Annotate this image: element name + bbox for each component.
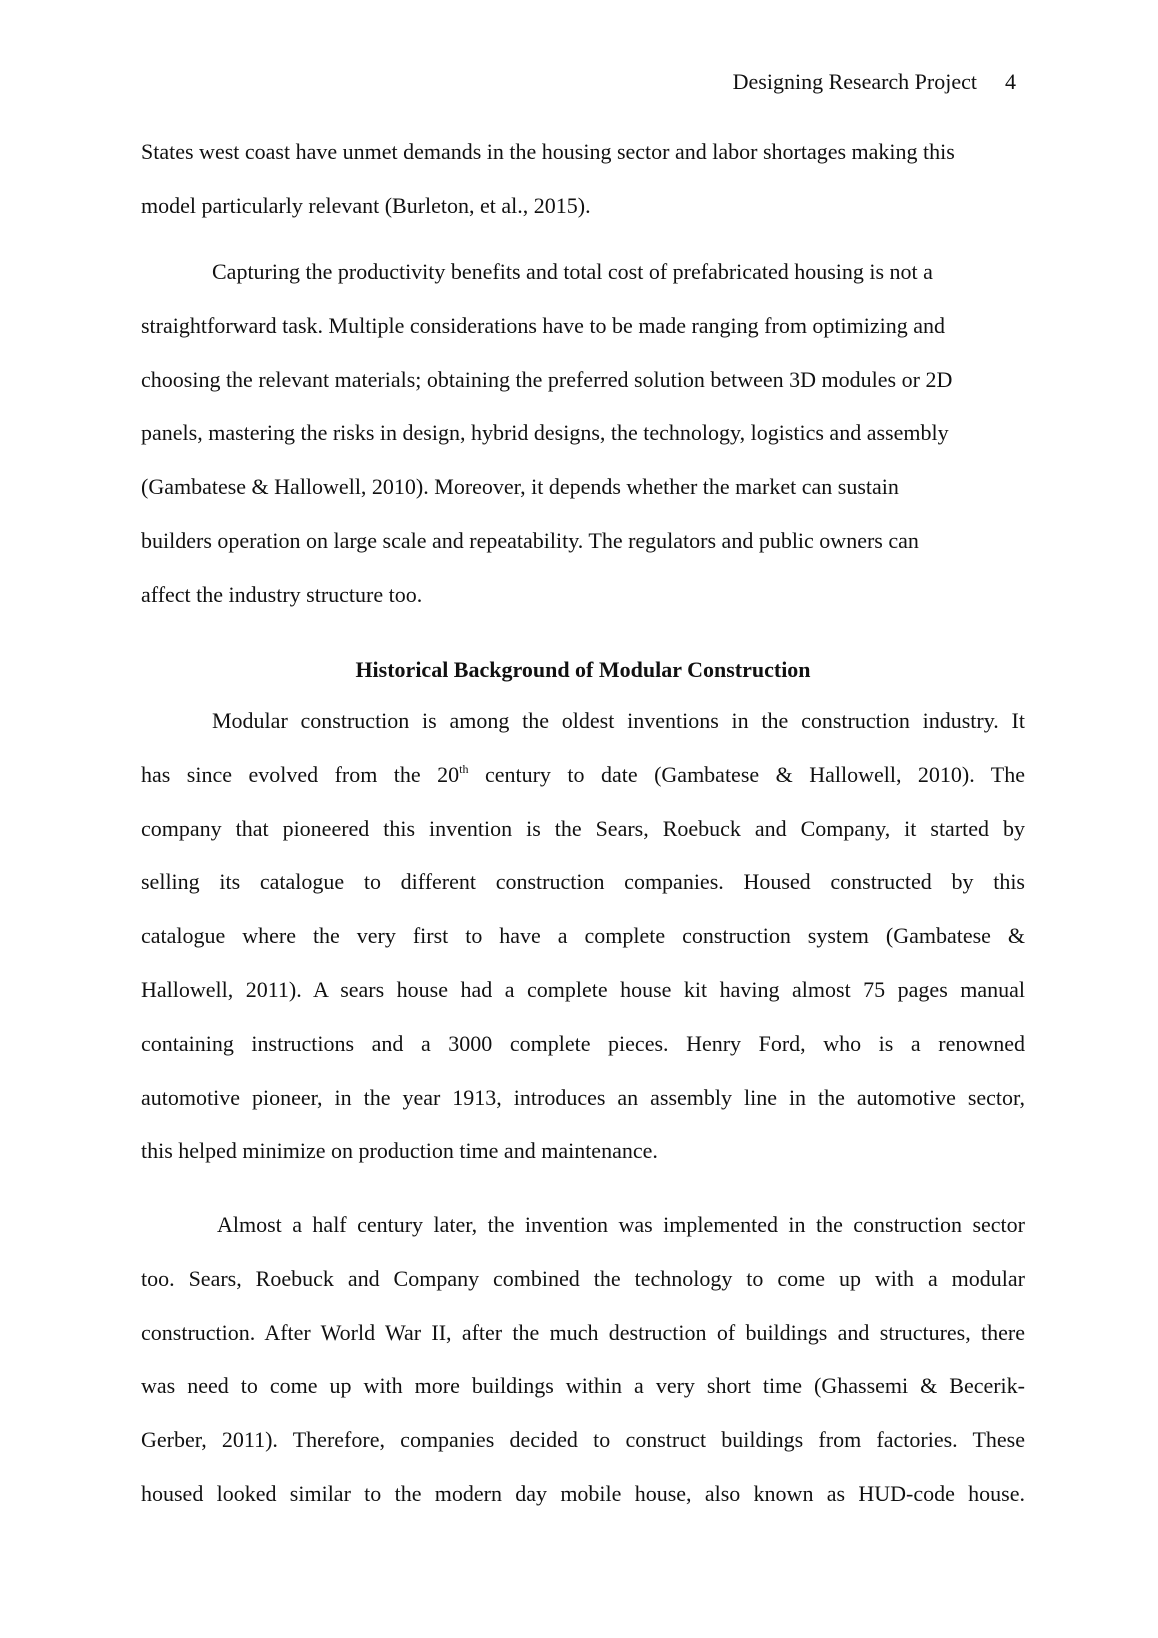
text-line: builders operation on large scale and repeatability. The regulators and public owners can [141,527,919,553]
text-segment: Almost a half century later, the invention was implemented in the construction sector [217,1212,1025,1237]
text-line: was need to come up with more buildings within a very short time (Ghassemi & Becerik- [141,1373,1025,1399]
text-line: model particularly relevant (Burleton, et al., 2015). [141,192,591,218]
text-line [141,748,1025,802]
text-line: selling its catalogue to different construction companies. Housed constructed by this [141,869,1025,895]
text-line: straightforward task. Multiple considerations have to be made ranging from optimizing and [141,312,946,338]
page-number: 4 [1005,69,1016,94]
text-line: automotive pioneer, in the year 1913, introduces an assembly line in the automotive sector, [141,1084,1025,1110]
paragraph-continuation [141,125,1025,233]
paragraph-prefabricated-costs [141,245,1025,622]
text-line: this helped minimize on production time and maintenance. [141,1138,658,1164]
text-line: company that pioneered this invention is the Sears, Roebuck and Company, it started by [141,815,1025,841]
text-line: too. Sears, Roebuck and Company combined the technology to come up with a modular [141,1265,1025,1291]
text-segment: century to date (Gambatese & Hallowell, 2010). The [468,761,1026,787]
paragraph-post-war [141,1198,1025,1521]
text-line: choosing the relevant materials; obtaining the preferred solution between 3D modules or 2D [141,366,953,392]
text-line [141,1198,1025,1252]
running-head [733,68,1016,96]
text-segment: has since evolved from the 20 [141,761,460,787]
text-line: Capturing the productivity benefits and total cost of prefabricated housing is not a [212,259,933,284]
running-title: Designing Research Project [732,69,977,94]
section-heading: Historical Background of Modular Construction [355,657,811,682]
text-line: affect the industry structure too. [141,581,423,607]
text-line: containing instructions and a 3000 complete pieces. Henry Ford, who is a renowned [141,1030,1025,1056]
text-segment: Modular construction is among the oldest inventions in the construction industry. It [212,708,1025,733]
superscript: th [459,761,469,776]
text-line: (Gambatese & Hallowell, 2010). Moreover, it depends whether the market can sustain [141,474,899,500]
text-line: housed looked similar to the modern day mobile house, also known as HUD-code house. [141,1480,1025,1506]
text-line: States west coast have unmet demands in the housing sector and labor shortages making this [141,139,955,164]
text-line: panels, mastering the risks in design, hybrid designs, the technology, logistics and assembly [141,420,949,446]
text-line: construction. After World War II, after the much destruction of buildings and structures, there [141,1319,1025,1345]
paragraph-modular-history [141,694,1025,1178]
text-line: Hallowell, 2011). A sears house had a complete house kit having almost 75 pages manual [141,976,1025,1002]
text-line: catalogue where the very first to have a complete construction system (Gambatese & [141,923,1025,949]
text-line: Gerber, 2011). Therefore, companies decided to construct buildings from factories. These [141,1427,1025,1453]
text-line [141,694,1025,748]
